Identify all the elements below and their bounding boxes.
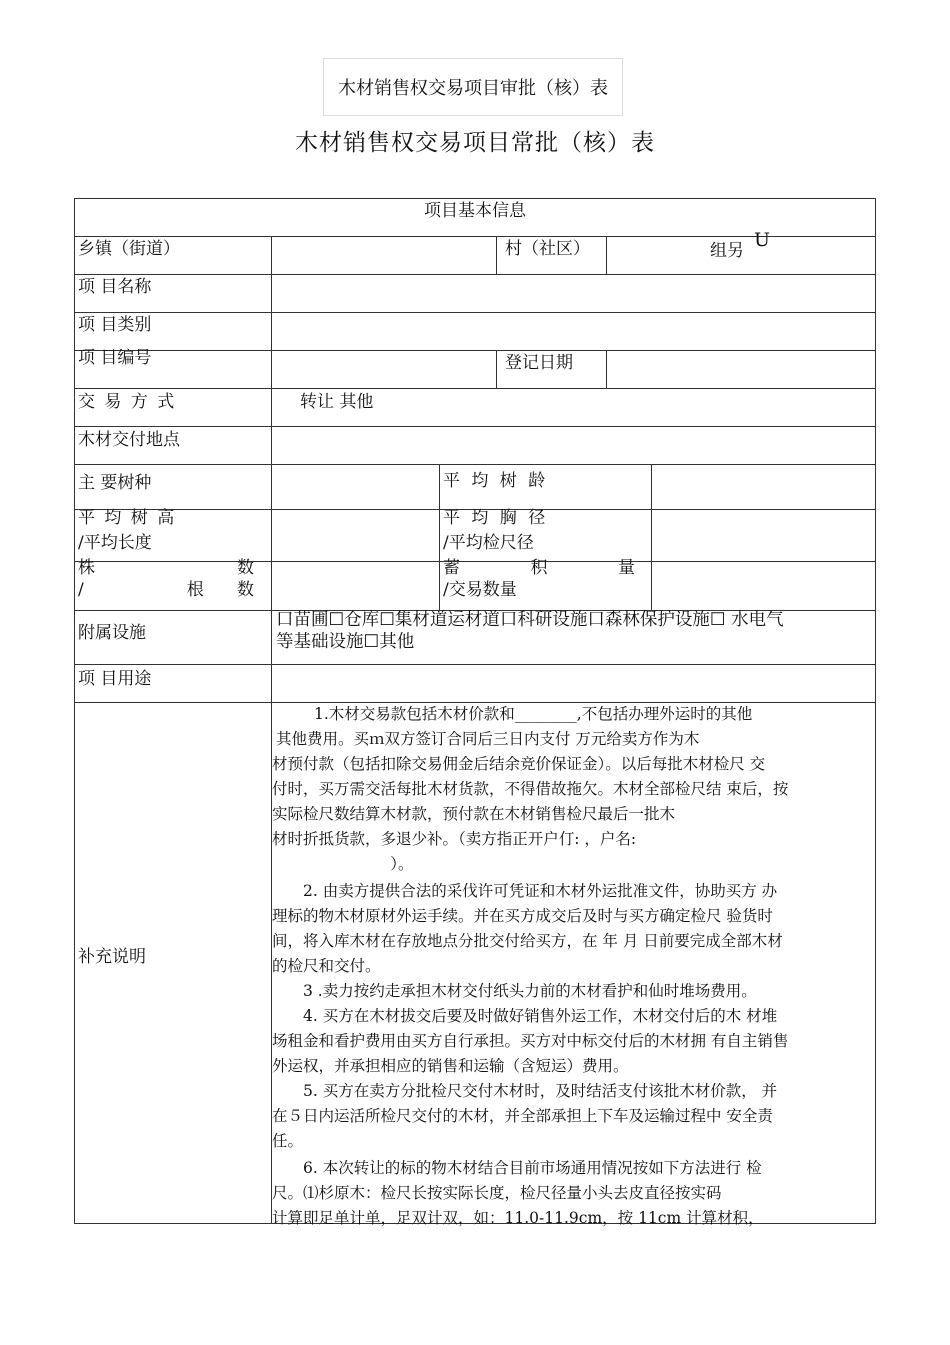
supplement-text: 1.木材交易款包括木材价款和________,不包括办理外运时的其他 其他费用。买ｍ双方签订合同后三日内支付 万元给卖方作为木 材预付款（包括扣除交易佣金后结余竞价保证金）。以后每批木材检尺 交 付时，买万需交活每批木材货款，不得借故拖欠。木材全部检尺结 束后，按 实际检尺数结算木材款，预付款在木材销售检尺最后一批木 材时折抵货款，多退少补。（卖方指正开户仃: ，户名: ）。 2. 由卖方提供合法的采伐许可凭证和木材外运批准文件，协助买方 办 理标的物木材原材外运手续。并在买方成交后及时与买方确定检尺 验货时 间，将入库木材在存放地点分批交付给买方，在 年 月 日前要完成全部木材 的检尺和交付。 3 .卖力按约走承担木材交付纸头力前的木材看护和仙时堆场费用。 4. 买方在木材拔交后要及时做好销售外运工作，木材交付后的木 材堆 场租金和看护费用由买方自行承担。买方对中标交付后的木材拥 有自主销售 外运权，并承担相应的销售和运输（含短运）费用。 5. 买方在卖方分批检尺交付木材时，及时结活支付该批木材价款， 并 在５日内运活所检尺交付的木材，并全部承担上下车及运输过程中 安全责 任。 6. 本次转让的标的物木材结合目前市场通用情况按如下方法进行 检 尺。⑴杉原木：检尺长按实际长度，检尺径量小头去皮直径按实码 计算即足单计单，足双计双，如：11.0-11.9cm，按 11cm 计算材积， <box>272 705 789 1227</box>
label-avg-height-1: 平 均 树 高 <box>78 508 177 528</box>
label-count: 株 数 / 根 数 <box>78 558 254 600</box>
page-title: 木材销售权交易项目常批（核）表 <box>295 130 655 156</box>
label-project-name: 项 目名称 <box>78 277 152 297</box>
label-usage: 项 目用途 <box>78 669 152 689</box>
label-village: 村（社区） <box>505 239 590 259</box>
section-header: 项目基本信息 <box>424 201 526 221</box>
trade-mode-value: 转让 其他 <box>300 392 374 412</box>
label-township: 乡镇（街道） <box>78 239 180 259</box>
label-reg-date: 登记日期 <box>505 353 573 373</box>
boxed-title: 木材销售权交易项目审批（核）表 <box>323 58 623 116</box>
group-mark: U <box>754 229 771 251</box>
label-project-type: 项 目类别 <box>78 315 152 335</box>
label-delivery-place: 木材交付地点 <box>78 430 180 450</box>
label-avg-dbh-2: /平均检尺径 <box>443 533 534 553</box>
label-volume: 蓄 积 量 /交易数量 <box>443 558 635 600</box>
label-project-no: 项 目编号 <box>78 348 152 368</box>
label-supplement: 补充说明 <box>78 947 146 967</box>
label-avg-dbh-1: 平 均 胸 径 <box>443 508 549 528</box>
label-trade-mode: 交 易 方 式 <box>78 392 177 412</box>
label-facilities: 附属设施 <box>78 623 146 643</box>
label-avg-height-2: /平均长度 <box>78 533 152 553</box>
label-tree-species: 主 要树种 <box>78 473 152 493</box>
label-avg-age: 平 均 树 龄 <box>443 471 549 491</box>
label-group: 组另 <box>710 241 744 261</box>
facilities-options: 口苗圃☐仓库☐集材道运材道口科研设施口森林保护设施☐ 水电气 等基础设施☐其他 <box>276 610 784 652</box>
